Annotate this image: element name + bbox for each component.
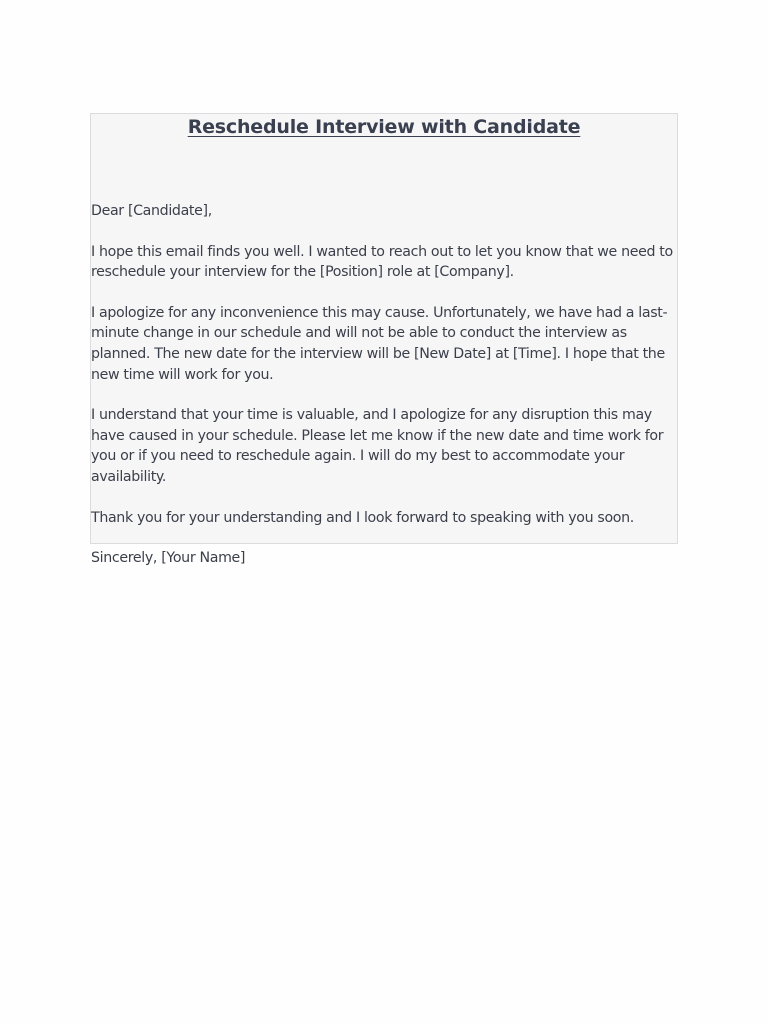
- paragraph-thanks: Thank you for your understanding and I look forward to speaking with you soon.: [91, 509, 634, 526]
- closing-signature: Sincerely, [Your Name]: [91, 550, 246, 567]
- letter-body: [91, 201, 679, 589]
- letter-title: Reschedule Interview with Candidate: [187, 116, 581, 138]
- paragraph-apology: I apologize for any inconvenience this may cause. Unfortunately, we have had a last-minute change in our schedule and will not be able to conduct the interview as planned. The new date for the interview will be [New Date] at [Time]. I hope that the new time will work for you.: [91, 304, 668, 383]
- greeting: Dear [Candidate],: [91, 203, 212, 219]
- paragraph-intro: I hope this email finds you well. I wanted to reach out to let you know that we need to reschedule your interview for the [Position] role at [Company].: [91, 243, 673, 281]
- letter-page: [90, 113, 678, 567]
- paragraph-understanding: I understand that your time is valuable, and I apologize for any disruption this may have caused in your schedule. Please let me know if the new date and time work for you or if you need to reschedule again. I will do my best to accommodate your availability.: [91, 407, 664, 485]
